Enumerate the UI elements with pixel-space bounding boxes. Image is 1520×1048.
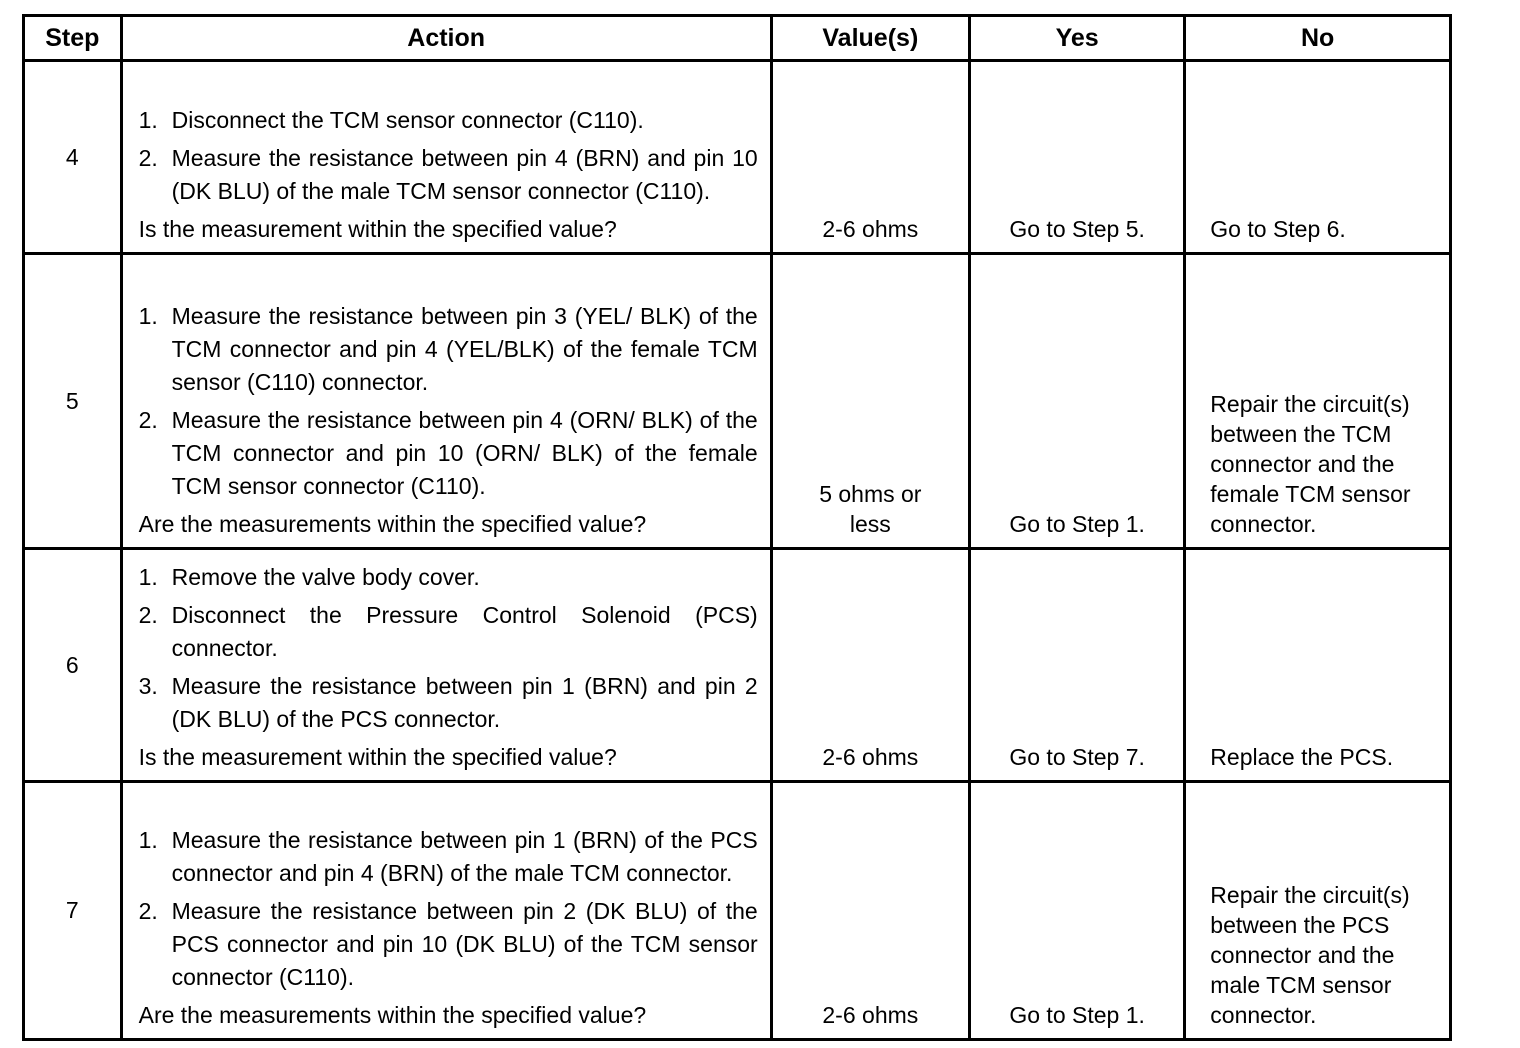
yes-cell: Go to Step 7. (969, 549, 1184, 782)
value-cell: 2-6 ohms (771, 61, 969, 254)
action-item: 1. Measure the resistance between pin 3 (YEL/ BLK) of the TCM connector and pin 4 (YEL/BLK) of the female TCM sensor (C110) connector. (138, 303, 758, 395)
action-item: 3. Measure the resistance between pin 1 (BRN) and pin 2 (DK BLU) of the PCS connector. (138, 673, 758, 732)
action-item: 2. Disconnect the Pressure Control Solenoid (PCS) connector. (138, 602, 758, 661)
header-values: Value(s) (771, 16, 969, 61)
header-step: Step (24, 16, 122, 61)
no-cell: Replace the PCS. (1185, 549, 1451, 782)
table-row-step-6 (24, 549, 1451, 782)
table-row-step-4 (24, 61, 1451, 254)
action-item: 1. Remove the valve body cover. (138, 564, 480, 590)
action-question: Is the measurement within the specified value? (138, 216, 617, 242)
yes-cell: Go to Step 1. (969, 254, 1184, 549)
value-cell: 2-6 ohms (771, 549, 969, 782)
step-number: 4 (24, 61, 122, 254)
step-number: 7 (24, 782, 122, 1040)
action-item: 2. Measure the resistance between pin 4 (ORN/ BLK) of the TCM connector and pin 10 (ORN/ BLK) of the female TCM sensor connector (C110). (138, 407, 758, 499)
no-cell: Go to Step 6. (1185, 61, 1451, 254)
action-item: 1. Measure the resistance between pin 1 (BRN) of the PCS connector and pin 4 (BRN) of the male TCM connector. (138, 827, 758, 886)
action-cell (121, 549, 771, 782)
action-cell (121, 782, 771, 1040)
diagnostic-table (22, 14, 1452, 1041)
yes-cell: Go to Step 1. (969, 782, 1184, 1040)
table-row-step-5 (24, 254, 1451, 549)
action-cell (121, 61, 771, 254)
no-cell: Repair the circuit(s) between the PCS connector and the male TCM sensor connector. (1185, 782, 1451, 1040)
header-no: No (1185, 16, 1451, 61)
action-item: 2. Measure the resistance between pin 4 (BRN) and pin 10 (DK BLU) of the male TCM sensor connector (C110). (138, 145, 758, 204)
value-cell: 5 ohms or less (771, 254, 969, 549)
value-cell: 2-6 ohms (771, 782, 969, 1040)
action-item: 2. Measure the resistance between pin 2 (DK BLU) of the PCS connector and pin 10 (DK BLU) of the TCM sensor connector (C110). (138, 898, 758, 990)
action-cell (121, 254, 771, 549)
step-number: 6 (24, 549, 122, 782)
header-row (24, 16, 1451, 61)
action-question: Are the measurements within the specified value? (138, 511, 647, 537)
yes-cell: Go to Step 5. (969, 61, 1184, 254)
header-yes: Yes (969, 16, 1184, 61)
action-question: Is the measurement within the specified value? (138, 744, 617, 770)
action-item: 1. Disconnect the TCM sensor connector (C110). (138, 107, 644, 133)
no-cell: Repair the circuit(s) between the TCM connector and the female TCM sensor connector. (1185, 254, 1451, 549)
action-question: Are the measurements within the specified value? (138, 1002, 647, 1028)
step-number: 5 (24, 254, 122, 549)
header-action: Action (121, 16, 771, 61)
table-row-step-7 (24, 782, 1451, 1040)
